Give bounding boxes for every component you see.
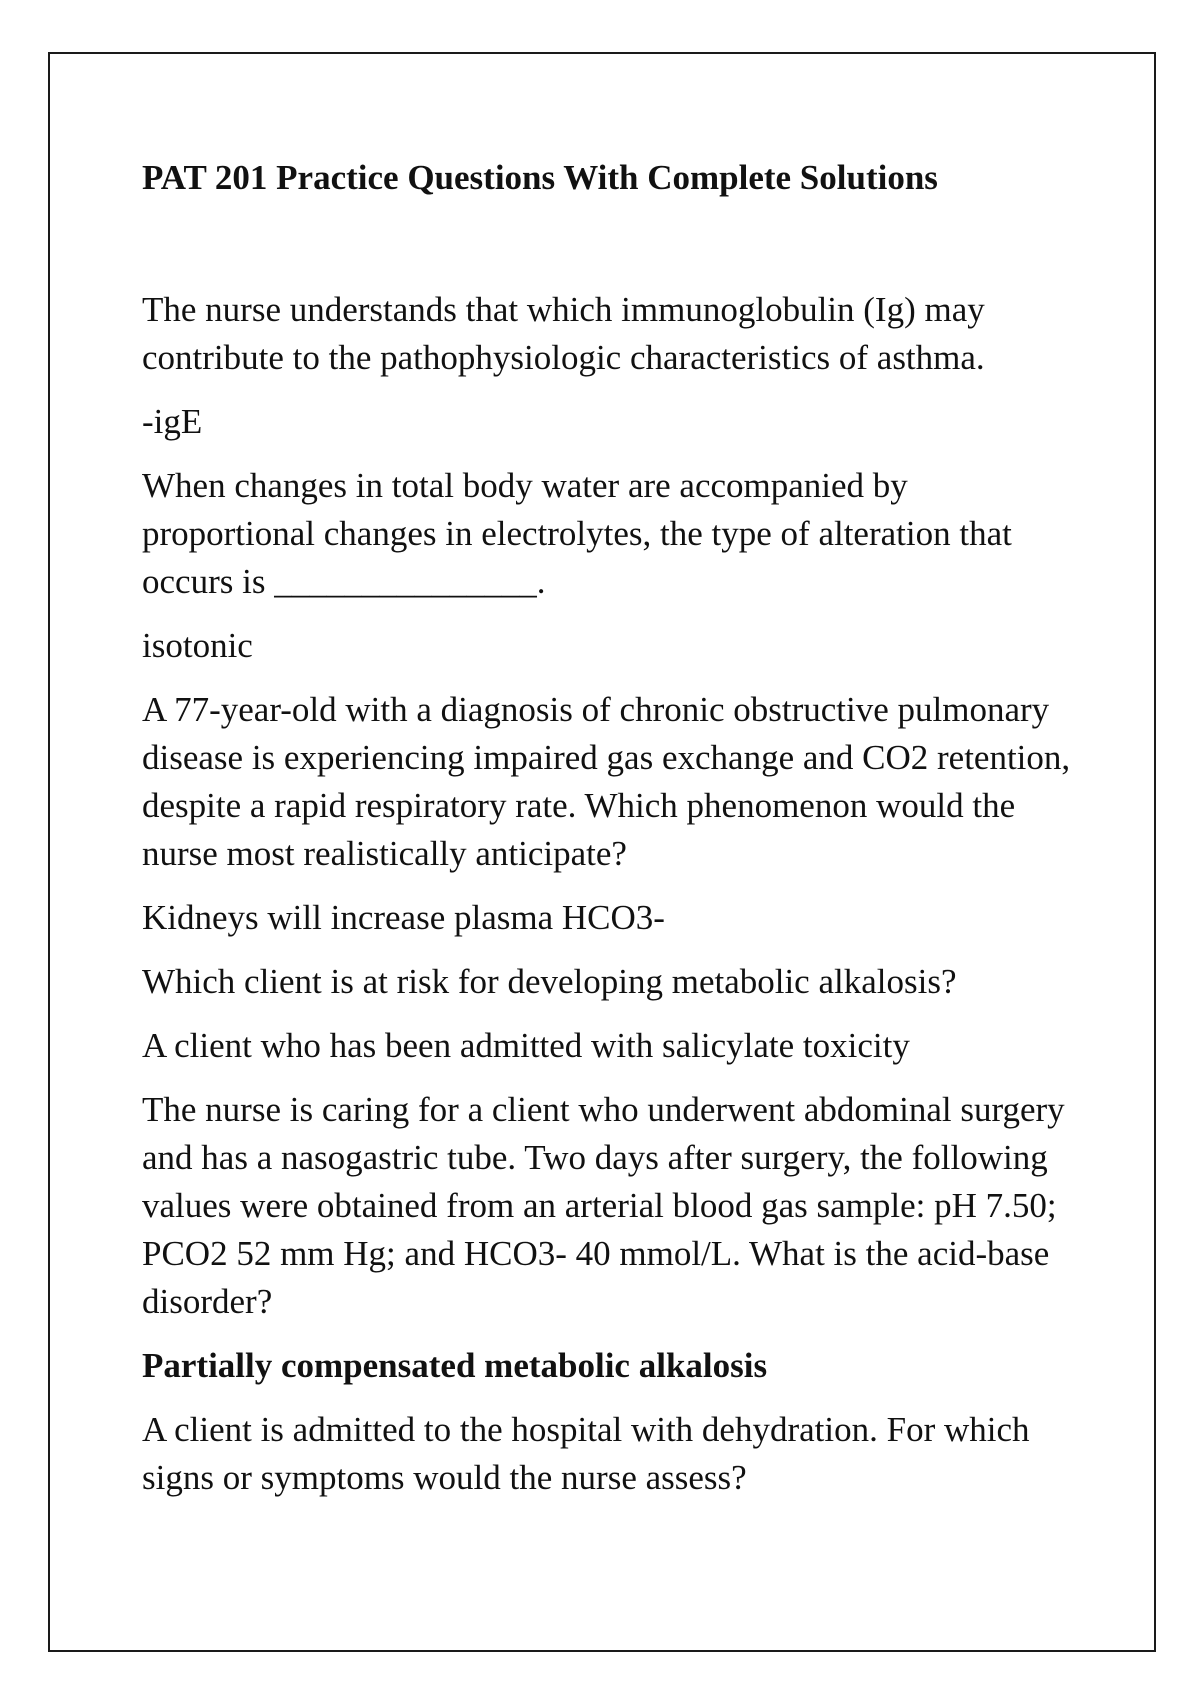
question-text: Which client is at risk for developing metabolic alkalosis? bbox=[142, 962, 957, 1001]
question-text: When changes in total body water are accompanied by proportional changes in electrolytes, the type of alteration that occurs is _______________. bbox=[142, 466, 1012, 601]
question-text: A 77-year-old with a diagnosis of chronic obstructive pulmonary disease is experiencing impaired gas exchange and CO2 retention, despite a rapid respiratory rate. Which phenomenon would the nurse most realistically anticipate? bbox=[142, 690, 1071, 873]
answer-text: Partially compensated metabolic alkalosis bbox=[142, 1346, 768, 1385]
question-text: The nurse understands that which immunoglobulin (Ig) may contribute to the pathophysiologic characteristics of asthma. bbox=[142, 290, 985, 377]
question-text: The nurse is caring for a client who underwent abdominal surgery and has a nasogastric tube. Two days after surgery, the following values were obtained from an arterial blood gas sample: pH 7.50; PCO2 52 mm Hg; and HCO3- 40 mmol/L. What is the acid-base disorder? bbox=[142, 1090, 1065, 1321]
document-content bbox=[142, 154, 1082, 1518]
document-title: PAT 201 Practice Questions With Complete Solutions bbox=[142, 158, 938, 197]
question-text: A client is admitted to the hospital with dehydration. For which signs or symptoms would the nurse assess? bbox=[142, 1410, 1030, 1497]
answer-text: isotonic bbox=[142, 626, 253, 665]
answer-text: -igE bbox=[142, 402, 203, 441]
answer-text: Kidneys will increase plasma HCO3- bbox=[142, 898, 665, 937]
answer-text: A client who has been admitted with salicylate toxicity bbox=[142, 1026, 910, 1065]
